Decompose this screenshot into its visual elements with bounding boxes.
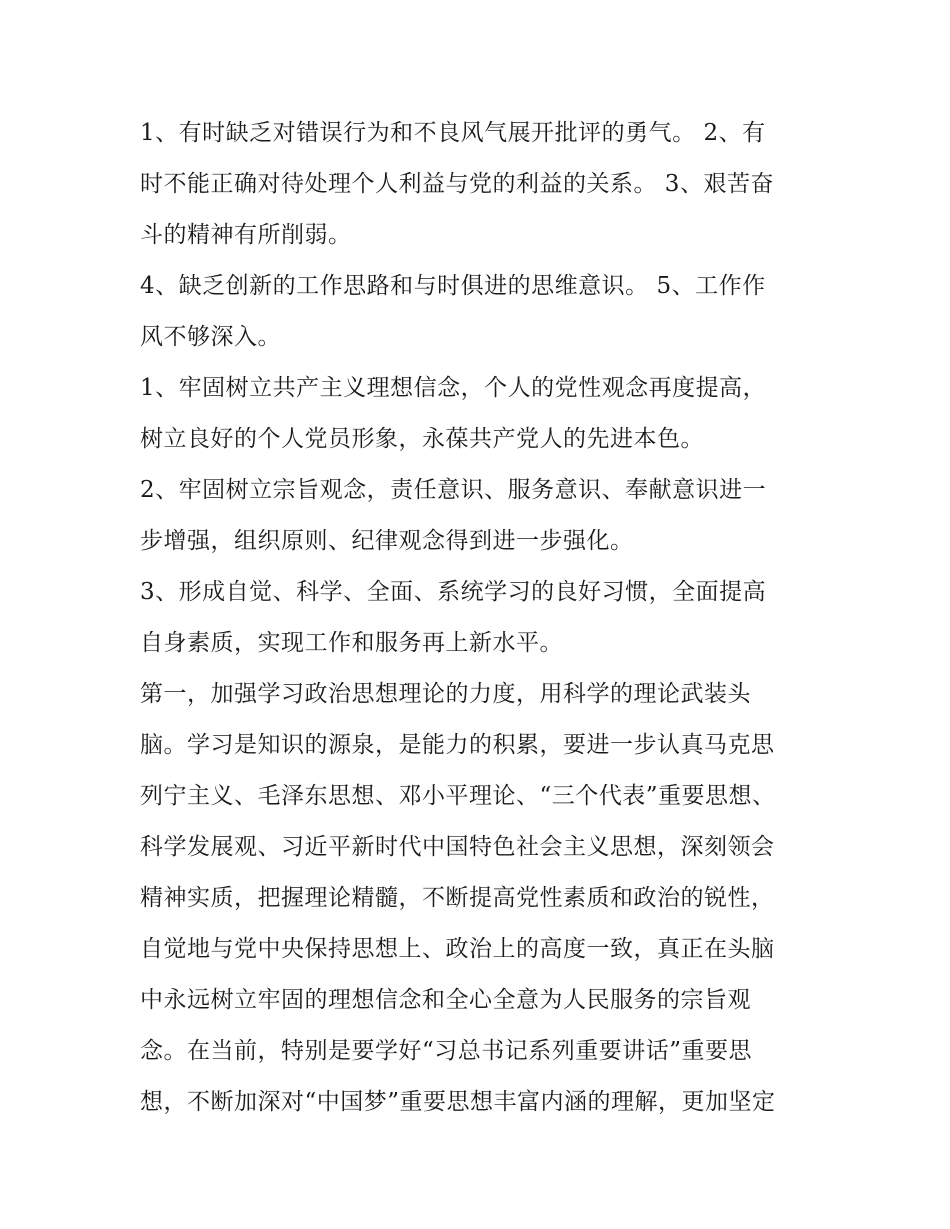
text-line: 科学发展观、习近平新时代中国特色社会主义思想，深刻领会 xyxy=(140,834,775,860)
text-line: 精神实质，把握理论精髓，不断提高党性素质和政治的锐性， xyxy=(140,885,775,911)
text-line: 1、有时缺乏对错误行为和不良风气展开批评的勇气。 2、有 xyxy=(140,120,766,146)
text-line: 4、缺乏创新的工作思路和与时俱进的思维意识。 5、工作作 xyxy=(140,273,766,299)
text-line: 风不够深入。 xyxy=(140,324,281,350)
text-line: 脑。学习是知识的源泉，是能力的积累，要进一步认真马克思 xyxy=(140,732,775,758)
text-line: 第一，加强学习政治思想理论的力度，用科学的理论武装头 xyxy=(140,681,751,707)
text-line: 步增强，组织原则、纪律观念得到进一步强化。 xyxy=(140,528,634,554)
text-line: 斗的精神有所削弱。 xyxy=(140,222,352,248)
text-line: 时不能正确对待处理个人利益与党的利益的关系。 3、艰苦奋 xyxy=(140,171,774,197)
text-line: 念。在当前，特别是要学好“习总书记系列重要讲话”重要思 xyxy=(140,1038,753,1064)
text-line: 列宁主义、毛泽东思想、邓小平理论、“三个代表”重要思想、 xyxy=(140,783,776,809)
text-line: 想，不断加深对“中国梦”重要思想丰富内涵的理解，更加坚定 xyxy=(140,1089,776,1115)
document-body xyxy=(140,108,820,1128)
text-line: 自觉地与党中央保持思想上、政治上的高度一致，真正在头脑 xyxy=(140,936,775,962)
text-line: 自身素质，实现工作和服务再上新水平。 xyxy=(140,630,563,656)
text-line: 2、牢固树立宗旨观念，责任意识、服务意识、奉献意识进一 xyxy=(140,477,767,503)
text-line: 中永远树立牢固的理想信念和全心全意为人民服务的宗旨观 xyxy=(140,987,751,1013)
text-line: 1、牢固树立共产主义理想信念，个人的党性观念再度提高， xyxy=(140,375,767,401)
text-line: 3、形成自觉、科学、全面、系统学习的良好习惯，全面提高 xyxy=(140,579,767,605)
text-line: 树立良好的个人党员形象，永葆共产党人的先进本色。 xyxy=(140,426,704,452)
